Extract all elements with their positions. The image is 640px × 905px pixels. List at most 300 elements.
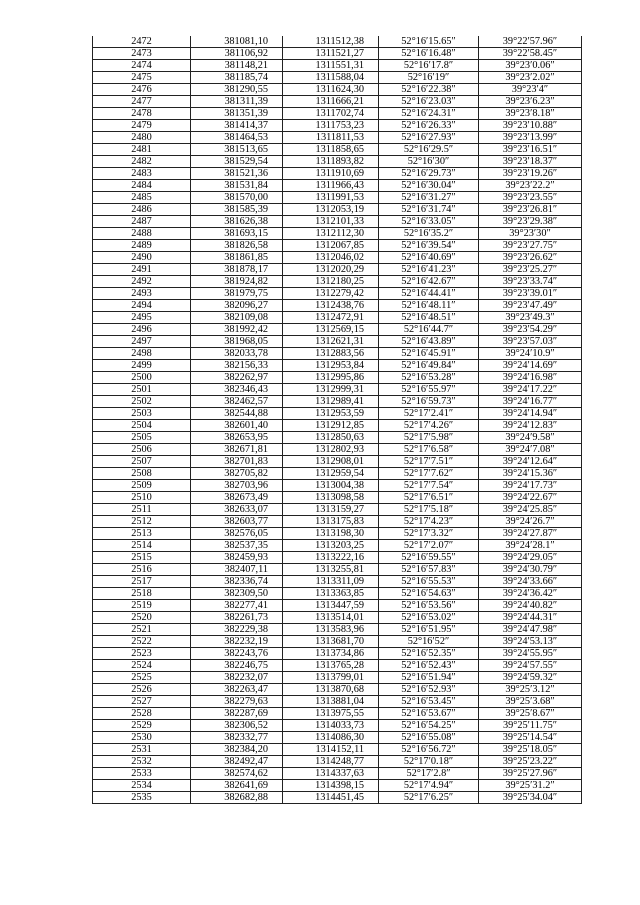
- y-coordinate-cell: 1311521,27: [283, 48, 379, 60]
- x-coordinate-cell: 382682,88: [191, 792, 283, 804]
- point-number-cell: 2513: [93, 528, 191, 540]
- latitude-cell: 52°16′27.93″: [379, 132, 479, 144]
- y-coordinate-cell: 1313734,86: [283, 648, 379, 660]
- table-row: [93, 660, 582, 672]
- y-coordinate-cell: 1311588,04: [283, 72, 379, 84]
- y-coordinate-cell: 1312959,54: [283, 468, 379, 480]
- longitude-cell: 39°24′16.98″: [479, 372, 582, 384]
- x-coordinate-cell: 382263,47: [191, 684, 283, 696]
- y-coordinate-cell: 1312438,76: [283, 300, 379, 312]
- point-number-cell: 2481: [93, 144, 191, 156]
- latitude-cell: 52°16′41.23″: [379, 264, 479, 276]
- longitude-cell: 39°24′59.32″: [479, 672, 582, 684]
- latitude-cell: 52°16′17.8″: [379, 60, 479, 72]
- point-number-cell: 2500: [93, 372, 191, 384]
- table-row: [93, 708, 582, 720]
- table-row: [93, 216, 582, 228]
- y-coordinate-cell: 1313198,30: [283, 528, 379, 540]
- point-number-cell: 2482: [93, 156, 191, 168]
- longitude-cell: 39°23′26.62″: [479, 252, 582, 264]
- table-row: [93, 60, 582, 72]
- table-row: [93, 384, 582, 396]
- y-coordinate-cell: 1313799,01: [283, 672, 379, 684]
- longitude-cell: 39°22′58.45″: [479, 48, 582, 60]
- longitude-cell: 39°23′33.74″: [479, 276, 582, 288]
- point-number-cell: 2533: [93, 768, 191, 780]
- point-number-cell: 2510: [93, 492, 191, 504]
- x-coordinate-cell: 382109,08: [191, 312, 283, 324]
- x-coordinate-cell: 382544,88: [191, 408, 283, 420]
- y-coordinate-cell: 1311858,65: [283, 144, 379, 156]
- latitude-cell: 52°16′54.25″: [379, 720, 479, 732]
- point-number-cell: 2496: [93, 324, 191, 336]
- y-coordinate-cell: 1311753,23: [283, 120, 379, 132]
- longitude-cell: 39°23′19.26″: [479, 168, 582, 180]
- point-number-cell: 2474: [93, 60, 191, 72]
- table-row: [93, 192, 582, 204]
- latitude-cell: 52°16′35.2″: [379, 228, 479, 240]
- x-coordinate-cell: 382633,07: [191, 504, 283, 516]
- table-row: [93, 360, 582, 372]
- x-coordinate-cell: 382492,47: [191, 756, 283, 768]
- table-row: [93, 348, 582, 360]
- point-number-cell: 2475: [93, 72, 191, 84]
- x-coordinate-cell: 382673,49: [191, 492, 283, 504]
- point-number-cell: 2501: [93, 384, 191, 396]
- table-row: [93, 528, 582, 540]
- y-coordinate-cell: 1312999,31: [283, 384, 379, 396]
- latitude-cell: 52°16′52.93″: [379, 684, 479, 696]
- latitude-cell: 52°16′55.97″: [379, 384, 479, 396]
- x-coordinate-cell: 382229,38: [191, 624, 283, 636]
- latitude-cell: 52°16′53.45″: [379, 696, 479, 708]
- longitude-cell: 39°25′3.12″: [479, 684, 582, 696]
- latitude-cell: 52°17′4.23″: [379, 516, 479, 528]
- longitude-cell: 39°24′10.9″: [479, 348, 582, 360]
- table-row: [93, 552, 582, 564]
- table-row: [93, 228, 582, 240]
- y-coordinate-cell: 1313222,16: [283, 552, 379, 564]
- point-number-cell: 2532: [93, 756, 191, 768]
- y-coordinate-cell: 1312279,42: [283, 288, 379, 300]
- latitude-cell: 52°16′56.72″: [379, 744, 479, 756]
- point-number-cell: 2523: [93, 648, 191, 660]
- x-coordinate-cell: 381414,37: [191, 120, 283, 132]
- x-coordinate-cell: 381968,05: [191, 336, 283, 348]
- longitude-cell: 39°23′23.55″: [479, 192, 582, 204]
- table-row: [93, 36, 582, 48]
- latitude-cell: 52°16′23.03″: [379, 96, 479, 108]
- longitude-cell: 39°23′29.38″: [479, 216, 582, 228]
- point-number-cell: 2478: [93, 108, 191, 120]
- y-coordinate-cell: 1313881,04: [283, 696, 379, 708]
- y-coordinate-cell: 1311512,38: [283, 36, 379, 48]
- latitude-cell: 52°17′7.62″: [379, 468, 479, 480]
- longitude-cell: 39°24′12.64″: [479, 456, 582, 468]
- table-row: [93, 768, 582, 780]
- latitude-cell: 52°16′51.95″: [379, 624, 479, 636]
- x-coordinate-cell: 382156,33: [191, 360, 283, 372]
- longitude-cell: 39°24′9.58″: [479, 432, 582, 444]
- longitude-cell: 39°23′47.49″: [479, 300, 582, 312]
- table-row: [93, 456, 582, 468]
- latitude-cell: 52°16′55.53″: [379, 576, 479, 588]
- table-row: [93, 156, 582, 168]
- longitude-cell: 39°23′26.81″: [479, 204, 582, 216]
- table-row: [93, 672, 582, 684]
- latitude-cell: 52°16′49.84″: [379, 360, 479, 372]
- latitude-cell: 52°16′57.83″: [379, 564, 479, 576]
- table-row: [93, 120, 582, 132]
- y-coordinate-cell: 1313765,28: [283, 660, 379, 672]
- latitude-cell: 52°16′19″: [379, 72, 479, 84]
- table-row: [93, 132, 582, 144]
- latitude-cell: 52°16′48.11″: [379, 300, 479, 312]
- y-coordinate-cell: 1313159,27: [283, 504, 379, 516]
- y-coordinate-cell: 1312046,02: [283, 252, 379, 264]
- point-number-cell: 2507: [93, 456, 191, 468]
- table-row: [93, 720, 582, 732]
- table-row: [93, 420, 582, 432]
- table-row: [93, 600, 582, 612]
- x-coordinate-cell: 382309,50: [191, 588, 283, 600]
- y-coordinate-cell: 1313870,68: [283, 684, 379, 696]
- longitude-cell: 39°24′17.22″: [479, 384, 582, 396]
- x-coordinate-cell: 382576,05: [191, 528, 283, 540]
- y-coordinate-cell: 1312053,19: [283, 204, 379, 216]
- longitude-cell: 39°24′47.98″: [479, 624, 582, 636]
- table-row: [93, 744, 582, 756]
- y-coordinate-cell: 1314337,63: [283, 768, 379, 780]
- latitude-cell: 52°16′42.67″: [379, 276, 479, 288]
- longitude-cell: 39°24′14.69″: [479, 360, 582, 372]
- point-number-cell: 2509: [93, 480, 191, 492]
- latitude-cell: 52°16′52.43″: [379, 660, 479, 672]
- point-number-cell: 2514: [93, 540, 191, 552]
- point-number-cell: 2526: [93, 684, 191, 696]
- x-coordinate-cell: 381106,92: [191, 48, 283, 60]
- latitude-cell: 52°17′7.51″: [379, 456, 479, 468]
- latitude-cell: 52°16′24.31″: [379, 108, 479, 120]
- x-coordinate-cell: 382243,76: [191, 648, 283, 660]
- longitude-cell: 39°24′17.73″: [479, 480, 582, 492]
- point-number-cell: 2524: [93, 660, 191, 672]
- x-coordinate-cell: 382641,69: [191, 780, 283, 792]
- longitude-cell: 39°25′34.04″: [479, 792, 582, 804]
- y-coordinate-cell: 1313004,38: [283, 480, 379, 492]
- y-coordinate-cell: 1312883,56: [283, 348, 379, 360]
- latitude-cell: 52°16′52.35″: [379, 648, 479, 660]
- table-row: [93, 300, 582, 312]
- point-number-cell: 2521: [93, 624, 191, 636]
- latitude-cell: 52°16′53.02″: [379, 612, 479, 624]
- longitude-cell: 39°25′23.22″: [479, 756, 582, 768]
- y-coordinate-cell: 1313583,96: [283, 624, 379, 636]
- table-row: [93, 108, 582, 120]
- point-number-cell: 2485: [93, 192, 191, 204]
- y-coordinate-cell: 1312989,41: [283, 396, 379, 408]
- y-coordinate-cell: 1313175,83: [283, 516, 379, 528]
- x-coordinate-cell: 382462,57: [191, 396, 283, 408]
- latitude-cell: 52°16′59.73″: [379, 396, 479, 408]
- latitude-cell: 52°16′53.28″: [379, 372, 479, 384]
- point-number-cell: 2477: [93, 96, 191, 108]
- x-coordinate-cell: 381585,39: [191, 204, 283, 216]
- point-number-cell: 2504: [93, 420, 191, 432]
- point-number-cell: 2528: [93, 708, 191, 720]
- longitude-cell: 39°24′33.66″: [479, 576, 582, 588]
- longitude-cell: 39°25′11.75″: [479, 720, 582, 732]
- longitude-cell: 39°24′30.79″: [479, 564, 582, 576]
- table-row: [93, 468, 582, 480]
- longitude-cell: 39°24′22.67″: [479, 492, 582, 504]
- latitude-cell: 52°17′5.98″: [379, 432, 479, 444]
- longitude-cell: 39°24′15.36″: [479, 468, 582, 480]
- point-number-cell: 2518: [93, 588, 191, 600]
- table-row: [93, 648, 582, 660]
- x-coordinate-cell: 381529,54: [191, 156, 283, 168]
- longitude-cell: 39°23′0.06″: [479, 60, 582, 72]
- point-number-cell: 2492: [93, 276, 191, 288]
- x-coordinate-cell: 382033,78: [191, 348, 283, 360]
- y-coordinate-cell: 1312569,15: [283, 324, 379, 336]
- longitude-cell: 39°25′14.54″: [479, 732, 582, 744]
- coordinates-table: [92, 36, 582, 804]
- table-row: [93, 540, 582, 552]
- longitude-cell: 39°23′8.18″: [479, 108, 582, 120]
- point-number-cell: 2512: [93, 516, 191, 528]
- longitude-cell: 39°23′49.3″: [479, 312, 582, 324]
- longitude-cell: 39°23′16.51″: [479, 144, 582, 156]
- x-coordinate-cell: 382261,73: [191, 612, 283, 624]
- table-row: [93, 96, 582, 108]
- longitude-cell: 39°24′25.85″: [479, 504, 582, 516]
- x-coordinate-cell: 382703,96: [191, 480, 283, 492]
- latitude-cell: 52°16′55.08″: [379, 732, 479, 744]
- point-number-cell: 2495: [93, 312, 191, 324]
- longitude-cell: 39°23′27.75″: [479, 240, 582, 252]
- point-number-cell: 2519: [93, 600, 191, 612]
- x-coordinate-cell: 382705,82: [191, 468, 283, 480]
- latitude-cell: 52°17′0.18″: [379, 756, 479, 768]
- longitude-cell: 39°24′27.87″: [479, 528, 582, 540]
- point-number-cell: 2502: [93, 396, 191, 408]
- latitude-cell: 52°16′22.38″: [379, 84, 479, 96]
- point-number-cell: 2490: [93, 252, 191, 264]
- longitude-cell: 39°24′36.42″: [479, 588, 582, 600]
- x-coordinate-cell: 381979,75: [191, 288, 283, 300]
- x-coordinate-cell: 381290,55: [191, 84, 283, 96]
- y-coordinate-cell: 1312802,93: [283, 444, 379, 456]
- x-coordinate-cell: 382332,77: [191, 732, 283, 744]
- y-coordinate-cell: 1313203,25: [283, 540, 379, 552]
- longitude-cell: 39°24′16.77″: [479, 396, 582, 408]
- y-coordinate-cell: 1313514,01: [283, 612, 379, 624]
- x-coordinate-cell: 381531,84: [191, 180, 283, 192]
- latitude-cell: 52°17′3.32″: [379, 528, 479, 540]
- latitude-cell: 52°16′31.74″: [379, 204, 479, 216]
- longitude-cell: 39°24′57.55″: [479, 660, 582, 672]
- y-coordinate-cell: 1311666,21: [283, 96, 379, 108]
- y-coordinate-cell: 1311702,74: [283, 108, 379, 120]
- longitude-cell: 39°24′7.08″: [479, 444, 582, 456]
- table-row: [93, 312, 582, 324]
- x-coordinate-cell: 381626,38: [191, 216, 283, 228]
- y-coordinate-cell: 1311910,69: [283, 168, 379, 180]
- y-coordinate-cell: 1314451,45: [283, 792, 379, 804]
- x-coordinate-cell: 382537,35: [191, 540, 283, 552]
- point-number-cell: 2503: [93, 408, 191, 420]
- longitude-cell: 39°24′12.83″: [479, 420, 582, 432]
- x-coordinate-cell: 382336,74: [191, 576, 283, 588]
- latitude-cell: 52°16′44.41″: [379, 288, 479, 300]
- latitude-cell: 52°16′53.56″: [379, 600, 479, 612]
- latitude-cell: 52°17′2.41″: [379, 408, 479, 420]
- x-coordinate-cell: 382279,63: [191, 696, 283, 708]
- y-coordinate-cell: 1312953,59: [283, 408, 379, 420]
- x-coordinate-cell: 382603,77: [191, 516, 283, 528]
- longitude-cell: 39°24′55.95″: [479, 648, 582, 660]
- x-coordinate-cell: 382306,52: [191, 720, 283, 732]
- longitude-cell: 39°24′40.82″: [479, 600, 582, 612]
- table-row: [93, 756, 582, 768]
- table-row: [93, 264, 582, 276]
- table-row: [93, 288, 582, 300]
- point-number-cell: 2480: [93, 132, 191, 144]
- x-coordinate-cell: 382601,40: [191, 420, 283, 432]
- y-coordinate-cell: 1312472,91: [283, 312, 379, 324]
- table-row: [93, 168, 582, 180]
- x-coordinate-cell: 382277,41: [191, 600, 283, 612]
- latitude-cell: 52°16′48.51″: [379, 312, 479, 324]
- point-number-cell: 2508: [93, 468, 191, 480]
- latitude-cell: 52°16′39.54″: [379, 240, 479, 252]
- point-number-cell: 2472: [93, 36, 191, 48]
- x-coordinate-cell: 382346,43: [191, 384, 283, 396]
- latitude-cell: 52°16′43.89″: [379, 336, 479, 348]
- x-coordinate-cell: 381081,10: [191, 36, 283, 48]
- point-number-cell: 2493: [93, 288, 191, 300]
- x-coordinate-cell: 381693,15: [191, 228, 283, 240]
- point-number-cell: 2479: [93, 120, 191, 132]
- point-number-cell: 2525: [93, 672, 191, 684]
- longitude-cell: 39°24′53.13″: [479, 636, 582, 648]
- latitude-cell: 52°17′7.54″: [379, 480, 479, 492]
- table-row: [93, 204, 582, 216]
- x-coordinate-cell: 382574,62: [191, 768, 283, 780]
- longitude-cell: 39°23′13.99″: [479, 132, 582, 144]
- latitude-cell: 52°17′5.18″: [379, 504, 479, 516]
- latitude-cell: 52°16′54.63″: [379, 588, 479, 600]
- point-number-cell: 2535: [93, 792, 191, 804]
- table-row: [93, 516, 582, 528]
- point-number-cell: 2530: [93, 732, 191, 744]
- table-row: [93, 444, 582, 456]
- longitude-cell: 39°23′2.02″: [479, 72, 582, 84]
- table-row: [93, 564, 582, 576]
- point-number-cell: 2494: [93, 300, 191, 312]
- y-coordinate-cell: 1314152,11: [283, 744, 379, 756]
- point-number-cell: 2491: [93, 264, 191, 276]
- y-coordinate-cell: 1313311,09: [283, 576, 379, 588]
- longitude-cell: 39°23′22.2″: [479, 180, 582, 192]
- x-coordinate-cell: 381861,85: [191, 252, 283, 264]
- latitude-cell: 52°16′16.48″: [379, 48, 479, 60]
- y-coordinate-cell: 1313447,59: [283, 600, 379, 612]
- x-coordinate-cell: 382232,07: [191, 672, 283, 684]
- table-row: [93, 72, 582, 84]
- latitude-cell: 52°16′40.69″: [379, 252, 479, 264]
- longitude-cell: 39°25′18.05″: [479, 744, 582, 756]
- longitude-cell: 39°23′25.27″: [479, 264, 582, 276]
- longitude-cell: 39°25′8.67″: [479, 708, 582, 720]
- point-number-cell: 2498: [93, 348, 191, 360]
- y-coordinate-cell: 1314033,73: [283, 720, 379, 732]
- y-coordinate-cell: 1313975,55: [283, 708, 379, 720]
- point-number-cell: 2499: [93, 360, 191, 372]
- latitude-cell: 52°16′31.27″: [379, 192, 479, 204]
- point-number-cell: 2484: [93, 180, 191, 192]
- latitude-cell: 52°17′6.51″: [379, 492, 479, 504]
- y-coordinate-cell: 1311811,53: [283, 132, 379, 144]
- y-coordinate-cell: 1312953,84: [283, 360, 379, 372]
- x-coordinate-cell: 381826,58: [191, 240, 283, 252]
- longitude-cell: 39°23′54.29″: [479, 324, 582, 336]
- longitude-cell: 39°23′39.01″: [479, 288, 582, 300]
- longitude-cell: 39°23′4″: [479, 84, 582, 96]
- latitude-cell: 52°17′6.58″: [379, 444, 479, 456]
- point-number-cell: 2489: [93, 240, 191, 252]
- latitude-cell: 52°16′52″: [379, 636, 479, 648]
- latitude-cell: 52°17′2.8″: [379, 768, 479, 780]
- longitude-cell: 39°24′14.94″: [479, 408, 582, 420]
- x-coordinate-cell: 381521,36: [191, 168, 283, 180]
- table-row: [93, 732, 582, 744]
- x-coordinate-cell: 382671,81: [191, 444, 283, 456]
- y-coordinate-cell: 1313681,70: [283, 636, 379, 648]
- table-row: [93, 48, 582, 60]
- y-coordinate-cell: 1313098,58: [283, 492, 379, 504]
- table-row: [93, 684, 582, 696]
- x-coordinate-cell: 382701,83: [191, 456, 283, 468]
- table-row: [93, 576, 582, 588]
- latitude-cell: 52°16′29.5″: [379, 144, 479, 156]
- table-row: [93, 612, 582, 624]
- x-coordinate-cell: 382384,20: [191, 744, 283, 756]
- x-coordinate-cell: 381924,82: [191, 276, 283, 288]
- x-coordinate-cell: 382246,75: [191, 660, 283, 672]
- table-row: [93, 180, 582, 192]
- x-coordinate-cell: 382232,19: [191, 636, 283, 648]
- latitude-cell: 52°16′26.33″: [379, 120, 479, 132]
- latitude-cell: 52°16′44.7″: [379, 324, 479, 336]
- table-row: [93, 396, 582, 408]
- longitude-cell: 39°23′6.23″: [479, 96, 582, 108]
- latitude-cell: 52°17′4.26″: [379, 420, 479, 432]
- y-coordinate-cell: 1312101,33: [283, 216, 379, 228]
- point-number-cell: 2522: [93, 636, 191, 648]
- latitude-cell: 52°16′15.65″: [379, 36, 479, 48]
- longitude-cell: 39°24′44.31″: [479, 612, 582, 624]
- table-row: [93, 624, 582, 636]
- latitude-cell: 52°16′59.55″: [379, 552, 479, 564]
- y-coordinate-cell: 1312995,86: [283, 372, 379, 384]
- y-coordinate-cell: 1311893,82: [283, 156, 379, 168]
- point-number-cell: 2486: [93, 204, 191, 216]
- table-row: [93, 240, 582, 252]
- x-coordinate-cell: 381464,53: [191, 132, 283, 144]
- y-coordinate-cell: 1312112,30: [283, 228, 379, 240]
